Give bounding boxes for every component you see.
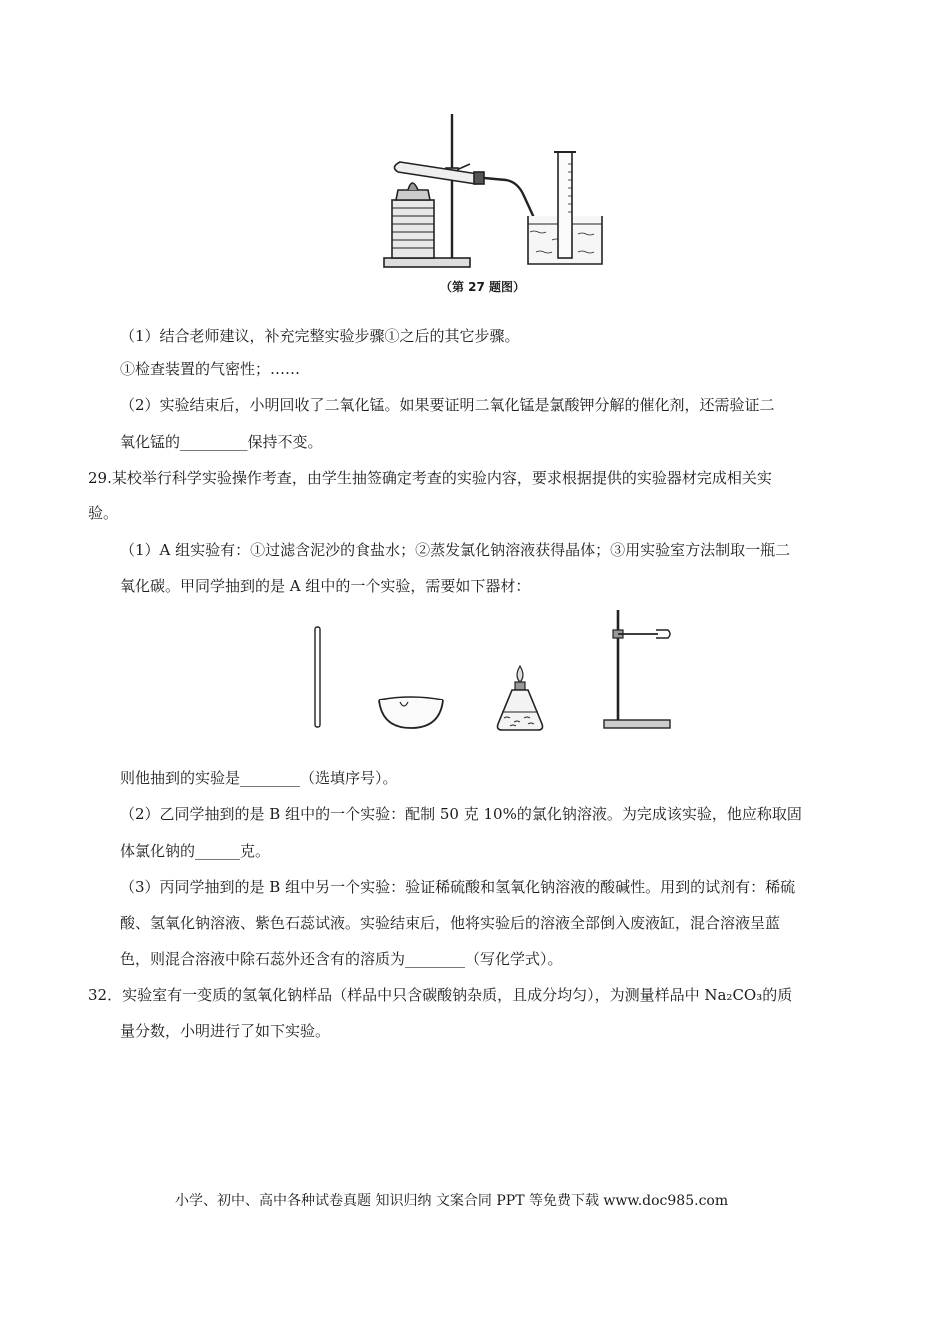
q29-intro-line-a: 29.某校举行科学实验操作考查，由学生抽签确定考查的实验内容，要求根据提供的实验器材完成相关实 [88,469,772,487]
iron-stand-image [602,606,676,732]
figure-27-caption: （第 27 题图） [440,280,526,294]
alcohol-lamp-image [492,664,548,736]
glass-rod-image [312,625,324,731]
q29-part3-line-a: （3）丙同学抽到的是 B 组中另一个实验：验证稀硫酸和氢氧化钠溶液的酸碱性。用到的试剂有：稀硫 [120,878,796,896]
q29-part1-line-b: 氧化碳。甲同学抽到的是 A 组中的一个实验，需要如下器材： [120,577,531,595]
q29-part3-line-c: 色，则混合溶液中除石蕊外还含有的溶质为________（写化学式）。 [120,950,563,968]
q29-part2-line-b: 体氯化钠的______克。 [120,842,271,860]
q32-line-b: 量分数，小明进行了如下实验。 [120,1022,331,1040]
evaporating-dish-image [376,690,446,732]
page-footer: 小学、初中、高中各种试卷真题 知识归纳 文案合同 PPT 等免费下载 www.doc985.com [175,1193,729,1209]
q29-intro-line-b: 验。 [88,504,119,522]
q29-part1-line-a: （1）A 组实验有：①过滤含泥沙的食盐水；②蒸发氯化钠溶液获得晶体；③用实验室方法制取一瓶二 [120,541,791,559]
q29-part2-line-a: （2）乙同学抽到的是 B 组中的一个实验：配制 50 克 10%的氯化钠溶液。为完成该实验，他应称取固 [120,805,802,823]
q29-part3-line-b: 酸、氢氧化钠溶液、紫色石蕊试液。实验结束后，他将实验后的溶液全部倒入废液缸，混合溶液呈蓝 [120,914,781,932]
q29-part1-answer-line: 则他抽到的实验是________（选填序号）。 [120,769,398,787]
q28-part2-line-b: 氧化锰的_________保持不变。 [120,433,323,451]
q28-part1-text: （1）结合老师建议，补充完整实验步骤①之后的其它步骤。 [120,327,520,345]
apparatus-figure-27 [378,112,614,278]
q32-line-a: 32．实验室有一变质的氢氧化钠样品（样品中只含碳酸钠杂质，且成分均匀），为测量样品中 Na₂CO₃的质 [88,986,793,1004]
q28-part1-step: ①检查装置的气密性；…… [120,360,301,378]
q28-part2-line-a: （2）实验结束后，小明回收了二氧化锰。如果要证明二氧化锰是氯酸钾分解的催化剂，还需验证二 [120,396,775,414]
